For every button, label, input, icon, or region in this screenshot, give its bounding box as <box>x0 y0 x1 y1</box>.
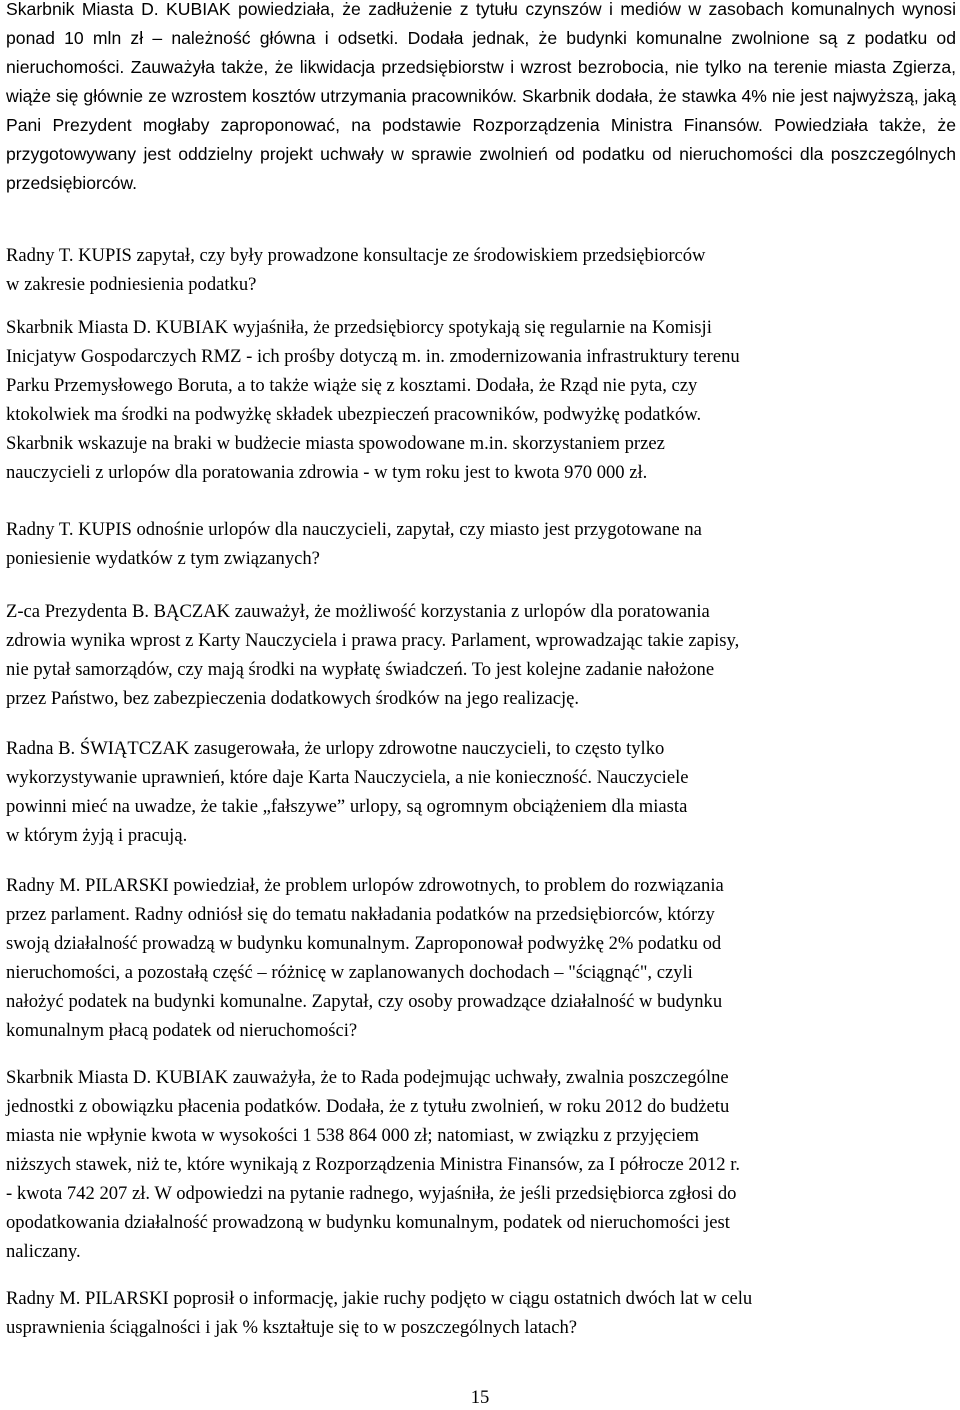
paragraph-kupis-consultation <box>6 241 956 299</box>
text-line: Inicjatyw Gospodarczych RMZ - ich prośby dotyczą m. in. zmodernizowania infrastruktury terenu <box>6 346 740 367</box>
text-line: Skarbnik wskazuje na braki w budżecie miasta spowodowane m.in. skorzystaniem przez <box>6 433 665 454</box>
text-line: Radny T. KUPIS zapytał, czy były prowadzone konsultacje ze środowiskiem przedsiębiorców <box>6 245 706 266</box>
text-line: Skarbnik Miasta D. KUBIAK wyjaśniła, że przedsiębiorcy spotykają się regularnie na Komisji <box>6 317 712 338</box>
text-line: opodatkowania działalność prowadzoną w budynku komunalnym, podatek od nieruchomości jest <box>6 1212 730 1233</box>
text-line: komunalnym płacą podatek od nieruchomości? <box>6 1020 358 1041</box>
text-line: naliczany. <box>6 1241 81 1262</box>
text-line: Z-ca Prezydenta B. BĄCZAK zauważył, że możliwość korzystania z urlopów dla poratowania <box>6 601 710 622</box>
text-line: nauczycieli z urlopów dla poratowania zdrowia - w tym roku jest to kwota 970 000 zł. <box>6 462 648 483</box>
paragraph-kubiak-exemptions <box>6 1063 956 1266</box>
paragraph-swiatczak-remark <box>6 734 956 850</box>
text-line: swoją działalność prowadzą w budynku komunalnym. Zaproponował podwyżkę 2% podatku od <box>6 933 722 954</box>
text-line: Skarbnik Miasta D. KUBIAK zauważyła, że to Rada podejmując uchwały, zwalnia poszczególne <box>6 1067 729 1088</box>
text-line: jednostki z obowiązku płacenia podatków. Dodała, że z tytułu zwolnień, w roku 2012 do budżetu <box>6 1096 730 1117</box>
text-line: nieruchomości, a pozostałą część – różnicę w zaplanowanych dochodach – "ściągnąć", czyli <box>6 962 693 983</box>
text-line: miasta nie wpłynie kwota w wysokości 1 538 864 000 zł; natomiast, w związku z przyjęciem <box>6 1125 699 1146</box>
text-line: usprawnienia ściągalności i jak % kształtuje się to w poszczególnych latach? <box>6 1317 578 1338</box>
text-line: przez parlament. Radny odniósł się do tematu nakładania podatków na przedsiębiorców, którzy <box>6 904 715 925</box>
paragraph-kubiak-explanation <box>6 313 956 487</box>
text-line: - kwota 742 207 zł. W odpowiedzi na pytanie radnego, wyjaśniła, że jeśli przedsiębiorca zgłosi do <box>6 1183 737 1204</box>
text-line: zdrowia wynika wprost z Karty Nauczyciela i prawa pracy. Parlament, wprowadzając takie zapisy, <box>6 630 740 651</box>
text-line: Radna B. ŚWIĄTCZAK zasugerowała, że urlopy zdrowotne nauczycieli, to często tylko <box>6 738 665 759</box>
text-line: w zakresie podniesienia podatku? <box>6 274 257 295</box>
paragraph-kupis-teachers <box>6 515 956 573</box>
text-line: Radny M. PILARSKI powiedział, że problem urlopów zdrowotnych, to problem do rozwiązania <box>6 875 724 896</box>
text-line: Radny T. KUPIS odnośnie urlopów dla nauczycieli, zapytał, czy miasto jest przygotowane na <box>6 519 702 540</box>
paragraph-pilarski-proposal <box>6 871 956 1045</box>
text-line: poniesienie wydatków z tym związanych? <box>6 548 320 569</box>
paragraph-kubiak-debt: Skarbnik Miasta D. KUBIAK powiedziała, że zadłużenie z tytułu czynszów i mediów w zasobach komunalnych wynosi ponad 10 mln zł – należność główna i odsetki. Dodała jednak, że budynki komunalne zwolnione są z podatku od nieruchomości. Zauważyła także, że likwidacja przedsiębiorstw i wzrost bezrobocia, nie tylko na terenie miasta Zgierza, wiąże się głównie ze wzrostem kosztów utrzymania pracowników. Skarbnik dodała, że stawka 4% nie jest najwyższą, jaką Pani Prezydent mogłaby zaproponować, na podstawie Rozporządzenia Ministra Finansów. Powiedziała także, że przygotowywany jest oddzielny projekt uchwały w sprawie zwolnień od podatku od nieruchomości dla poszczególnych przedsiębiorców. <box>6 0 956 193</box>
text-line: Parku Przemysłowego Boruta, a to także wiąże się z kosztami. Dodała, że Rząd nie pyta, czy <box>6 375 698 396</box>
text-line: nałożyć podatek na budynki komunalne. Zapytał, czy osoby prowadzące działalność w budynku <box>6 991 723 1012</box>
text-line: przez Państwo, bez zabezpieczenia dodatkowych środków na jego realizację. <box>6 688 580 709</box>
paragraph-pilarski-request <box>6 1284 956 1342</box>
text-line: niższych stawek, niż te, które wynikają z Rozporządzenia Ministra Finansów, za I półrocze 2012 r. <box>6 1154 741 1175</box>
text-line: wykorzystywanie uprawnień, które daje Karta Nauczyciela, a nie konieczność. Nauczyciele <box>6 767 689 788</box>
page-number: 15 <box>470 1387 490 1408</box>
text-line: nie pytał samorządów, czy mają środki na wypłatę świadczeń. To jest kolejne zadanie nałożone <box>6 659 715 680</box>
text-line: ktokolwiek ma środki na podwyżkę składek ubezpieczeń pracowników, podwyżkę podatków. <box>6 404 702 425</box>
text-line: w którym żyją i pracują. <box>6 825 188 846</box>
text-line: powinni mieć na uwadze, że takie „fałszywe” urlopy, są ogromnym obciążeniem dla miasta <box>6 796 688 817</box>
text-line: Radny M. PILARSKI poprosił o informację, jakie ruchy podjęto w ciągu ostatnich dwóch lat w celu <box>6 1288 753 1309</box>
paragraph-baczak-response <box>6 597 956 713</box>
